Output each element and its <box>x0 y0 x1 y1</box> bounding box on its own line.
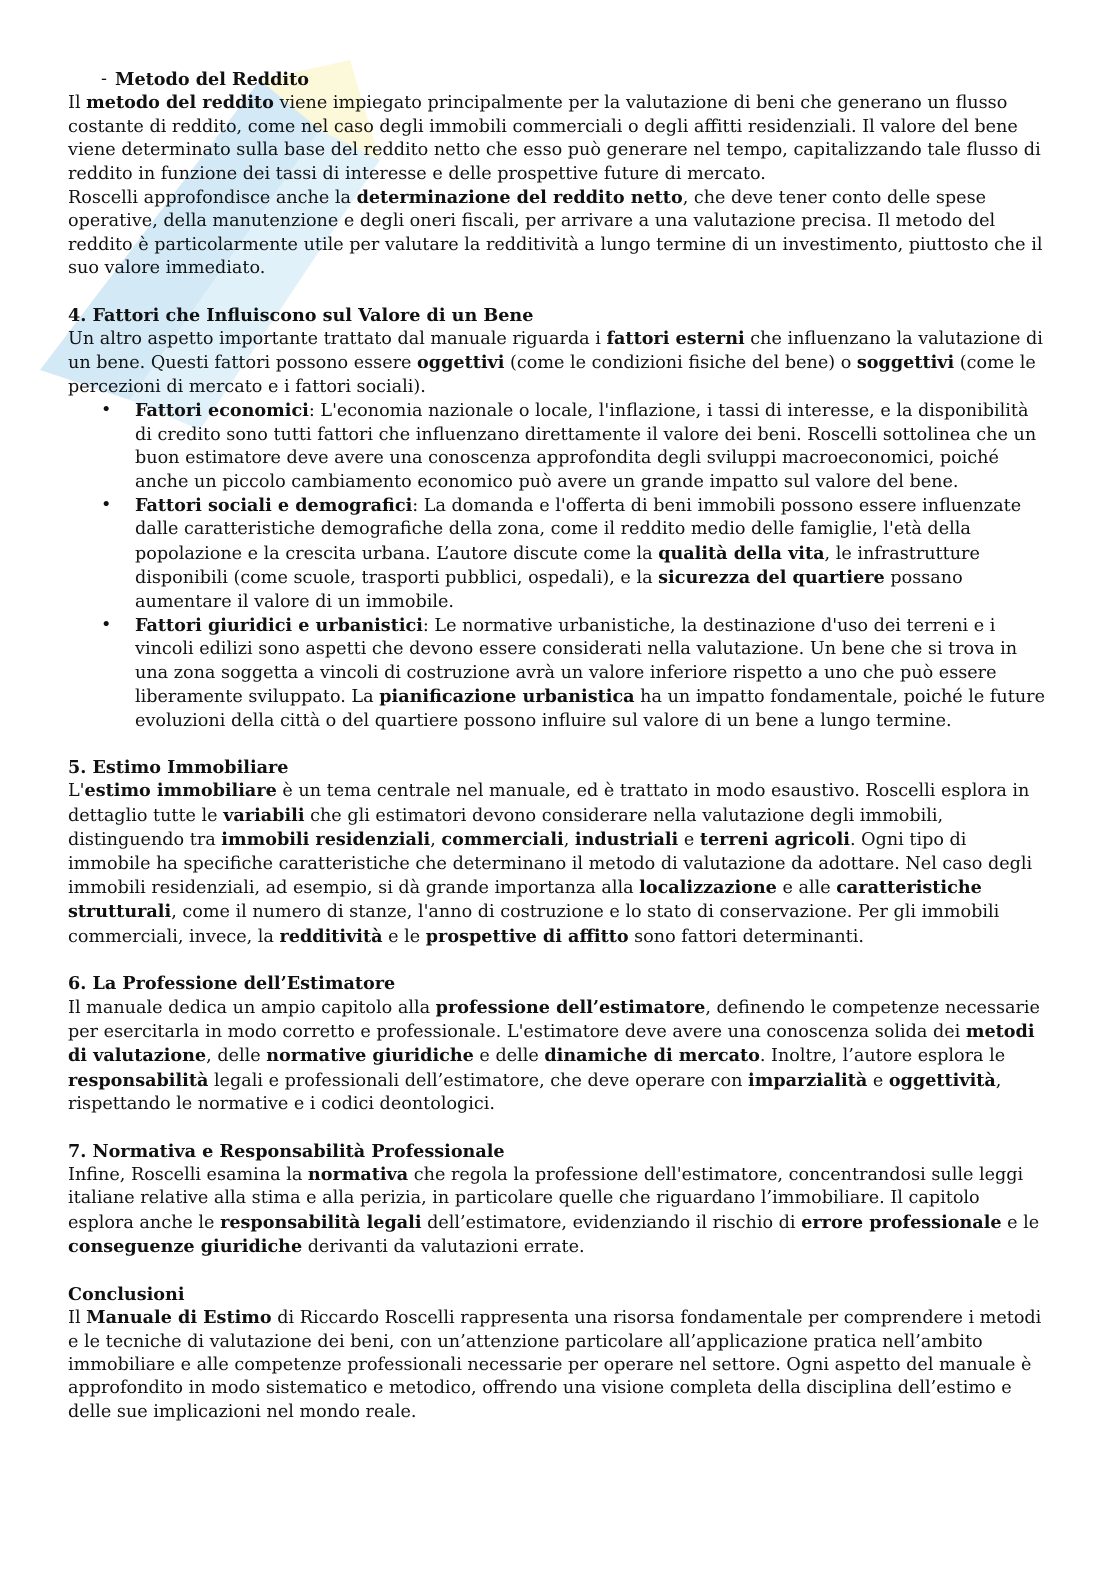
bold-term: pianificazione urbanistica <box>379 686 635 708</box>
bold-term: oggettività <box>888 1069 996 1091</box>
bold-term: redditività <box>279 925 383 947</box>
bold-term: Fattori sociali e demografici <box>135 494 413 516</box>
bold-term: commerciali <box>441 829 564 851</box>
bold-term: Manuale di Estimo <box>86 1307 272 1329</box>
bold-term: oggettivi <box>417 352 505 374</box>
bold-term: metodi di valutazione <box>68 1021 1035 1067</box>
bold-term: professione dell’estimatore <box>435 996 706 1018</box>
section-title-metodo-reddito: - Metodo del Reddito <box>68 68 1048 91</box>
bold-term: qualità della vita <box>658 542 825 564</box>
list-item-fattori-economici: • Fattori economici: L'economia nazionale o locale, l'inflazione, i tassi di interesse, e la disponibilità di credito sono tutti fattori che influenzano direttamente il valore dei beni. Roscelli sottolinea che un buon estimatore deve avere una conoscenza approfondita degli sviluppi macroeconomici, poiché anche un piccolo cambiamento economico può avere un grande impatto sul valore del bene. <box>68 399 1048 494</box>
bold-term: prospettive di affitto <box>425 925 629 947</box>
section-title-professione: 6. La Professione dell’Estimatore <box>68 973 396 995</box>
section-title-estimo-immobiliare: 5. Estimo Immobiliare <box>68 756 289 778</box>
bold-term: immobili residenziali <box>221 829 431 851</box>
bold-term: errore professionale <box>801 1211 1002 1233</box>
bold-term: variabili <box>223 804 305 826</box>
document-body <box>68 68 1048 1424</box>
bold-term: responsabilità legali <box>220 1211 422 1233</box>
bold-term: normative giuridiche <box>266 1045 474 1067</box>
paragraph-normativa: Infine, Roscelli esamina la normativa che regola la professione dell'estimatore, concentrandosi sulle leggi italiane relative alla stima e alla perizia, in particolare quelle che riguardano l’immobiliare. Il capitolo esplora anche le responsabilità legali dell’estimatore, evidenziando il rischio di errore professionale e le conseguenze giuridiche derivanti da valutazioni errate. <box>68 1164 1040 1258</box>
section-title-fattori: 4. Fattori che Influiscono sul Valore di un Bene <box>68 304 534 326</box>
paragraph-metodo-reddito-2: Roscelli approfondisce anche la determinazione del reddito netto, che deve tener conto delle spese operative, della manutenzione e degli oneri fiscali, per arrivare a una valutazione precisa. Il metodo del reddito è particolarmente utile per valutare la redditività a lungo termine di un investimento, piuttosto che il suo valore immediato. <box>68 187 1043 279</box>
bold-term: determinazione del reddito netto <box>356 187 683 209</box>
paragraph-conclusioni: Il Manuale di Estimo di Riccardo Roscelli rappresenta una risorsa fondamentale per comprendere i metodi e le tecniche di valutazione dei beni, con un’attenzione particolare all’applicazione pratica nell’ambito immobiliare e alle competenze professionali necessarie per operare nel settore. Ogni aspetto del manuale è approfondito in modo sistematico e metodico, offrendo una visione completa della disciplina dell’estimo e delle sue implicazioni nel mondo reale. <box>68 1307 1042 1422</box>
bold-term: caratteristiche strutturali <box>68 877 982 923</box>
paragraph-estimo-immobiliare: L'estimo immobiliare è un tema centrale nel manuale, ed è trattato in modo esaustivo. Roscelli esplora in dettaglio tutte le variabili che gli estimatori devono considerare nella valutazione degli immobili, distinguendo tra immobili residenziali, commerciali, industriali e terreni agricoli. Ogni tipo di immobile ha specifiche caratteristiche che determinano il metodo di valutazione da adottare. Nel caso degli immobili residenziali, ad esempio, si dà grande importanza alla localizzazione e alle caratteristiche strutturali, come il numero di stanze, l'anno di costruzione e lo stato di conservazione. Per gli immobili commerciali, invece, la redditività e le prospettive di affitto sono fattori determinanti. <box>68 780 1033 947</box>
list-item-fattori-sociali: • Fattori sociali e demografici: La domanda e l'offerta di beni immobili possono essere influenzate dalle caratteristiche demografiche della zona, come il reddito medio delle famiglie, l'età della popolazione e la crescita urbana. L’autore discute come la qualità della vita, le infrastrutture disponibili (come scuole, trasporti pubblici, ospedali), e la sicurezza del quartiere possano aumentare il valore di un immobile. <box>68 494 1048 614</box>
list-item-fattori-giuridici: • Fattori giuridici e urbanistici: Le normative urbanistiche, la destinazione d'uso dei terreni e i vincoli edilizi sono aspetti che devono essere considerati nella valutazione. Un bene che si trova in una zona soggetta a vincoli di costruzione avrà un valore inferiore rispetto a uno che può essere liberamente sviluppato. La pianificazione urbanistica ha un impatto fondamentale, poiché le future evoluzioni della città o del quartiere possono influire sul valore di un bene a lungo termine. <box>68 614 1048 733</box>
bold-term: fattori esterni <box>606 328 745 350</box>
bold-term: terreni agricoli <box>699 829 850 851</box>
bold-term: Fattori economici <box>135 400 309 422</box>
bold-term: localizzazione <box>639 877 777 898</box>
bold-term: Fattori giuridici e urbanistici <box>135 614 423 636</box>
section-title-normativa: 7. Normativa e Responsabilità Professionale <box>68 1140 505 1162</box>
bold-term: normativa <box>307 1164 409 1186</box>
bold-term: estimo immobiliare <box>84 780 277 802</box>
fattori-list <box>68 399 1048 733</box>
bold-term: metodo del reddito <box>86 92 274 114</box>
section-title-conclusioni: Conclusioni <box>68 1283 185 1305</box>
bold-term: industriali <box>574 829 679 851</box>
paragraph-professione: Il manuale dedica un ampio capitolo alla professione dell’estimatore, definendo le competenze necessarie per esercitarla in modo corretto e professionale. L'estimatore deve avere una conoscenza solida dei metodi di valutazione, delle normative giuridiche e delle dinamiche di mercato. Inoltre, l’autore esplora le responsabilità legali e professionali dell’estimatore, che deve operare con imparzialità e oggettività, rispettando le normative e i codici deontologici. <box>68 996 1040 1115</box>
bold-term: soggettivi <box>856 352 955 374</box>
paragraph-metodo-reddito-1: Il metodo del reddito viene impiegato principalmente per la valutazione di beni che generano un flusso costante di reddito, come nel caso degli immobili commerciali o degli affitti residenziali. Il valore del bene viene determinato sulla base del reddito netto che esso può generare nel tempo, capitalizzando tale flusso di reddito in funzione dei tassi di interesse e delle prospettive future di mercato. <box>68 92 1041 184</box>
bold-term: responsabilità <box>68 1069 209 1091</box>
paragraph-fattori-intro: Un altro aspetto importante trattato dal manuale riguarda i fattori esterni che influenzano la valutazione di un bene. Questi fattori possono essere oggettivi (come le condizioni fisiche del bene) o soggettivi (come le percezioni di mercato e i fattori sociali). <box>68 328 1043 397</box>
bold-term: dinamiche di mercato <box>544 1045 760 1067</box>
bold-term: sicurezza del quartiere <box>658 567 885 589</box>
bold-term: imparzialità <box>748 1069 868 1091</box>
bold-term: conseguenze giuridiche <box>68 1236 303 1258</box>
